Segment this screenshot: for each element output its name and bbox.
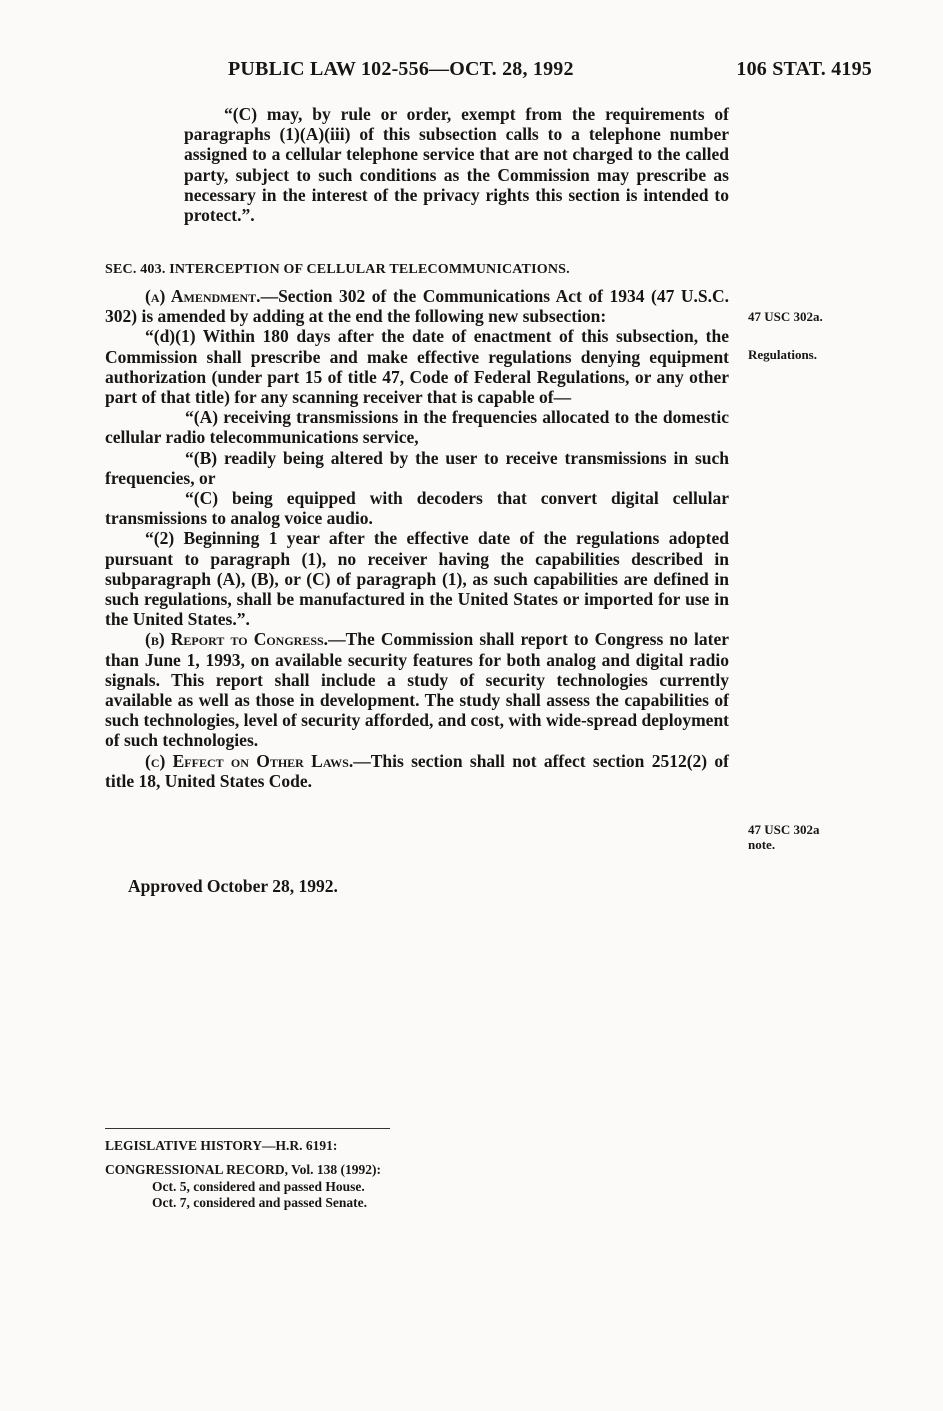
margin-note-usc-note-line1: 47 USC 302a — [748, 822, 820, 837]
history-entry: Oct. 7, considered and passed Senate. — [152, 1195, 368, 1210]
congressional-record: CONGRESSIONAL RECORD, Vol. 138 (1992): — [105, 1162, 382, 1177]
running-head-stat: 106 STAT. 4195 — [736, 58, 872, 80]
legislative-history — [105, 1138, 381, 1211]
subsection-b-label: (b) Report to Congress. — [145, 629, 329, 650]
paragraph-d1-C: “(C) being equipped with decoders that convert digital cellular transmissions to analog voice audio. — [105, 488, 729, 529]
paragraph-d2: “(2) Beginning 1 year after the effective date of the regulations adopted pursuant to paragraph (1), no receiver having the capabilities described in subparagraph (A), (B), or (C) of paragraph (1), as such capabilities are defined in such regulations, shall be manufactured in the United States or imported for use in the United States.”. — [105, 528, 729, 630]
subsection-c — [105, 751, 729, 791]
margin-note-usc-note — [748, 822, 820, 852]
section-heading: SEC. 403. INTERCEPTION OF CELLULAR TELECOMMUNICATIONS. — [105, 262, 570, 277]
paragraph-d1: “(d)(1) Within 180 days after the date of enactment of this subsection, the Commission shall prescribe and make effective regulations denying equipment authorization (under part 15 of title 47, Code of Federal Regulations, or any other part of that title) for any scanning receiver that is capable of— — [105, 326, 729, 408]
approval-line: Approved October 28, 1992. — [128, 876, 338, 896]
paragraph-d1-A: “(A) receiving transmissions in the frequencies allocated to the domestic cellular radio telecommunications service, — [105, 407, 729, 448]
history-entry: Oct. 5, considered and passed House. — [152, 1179, 365, 1194]
paragraph-d1-B: “(B) readily being altered by the user to receive transmissions in such frequencies, or — [105, 447, 729, 488]
subsection-a — [105, 286, 729, 326]
subsection-a-text: —Section 302 of the Communications Act of 1934 (47 U.S.C. 302) is amended by adding at the end the following new subsection: — [105, 286, 730, 327]
footnote-divider — [105, 1128, 390, 1129]
legislative-history-title: LEGISLATIVE HISTORY—H.R. 6191: — [105, 1138, 338, 1153]
subsection-b — [105, 629, 729, 750]
quoted-subparagraph-c — [184, 104, 729, 225]
margin-note-usc-note-line2: note. — [748, 837, 776, 852]
section-body — [105, 286, 729, 791]
running-head-law: PUBLIC LAW 102-556—OCT. 28, 1992 — [228, 58, 574, 80]
subsection-a-label: (a) Amendment. — [145, 286, 261, 306]
quoted-c-text: “(C) may, by rule or order, exempt from the requirements of paragraphs (1)(A)(iii) of this subsection calls to a telephone number assigned to a cellular telephone service that are not charged to the called party, subject to such conditions as the Commission may prescribe as necessary in the interest of the privacy rights this section is intended to protect.”. — [184, 104, 729, 226]
subsection-c-label: (c) Effect on Other Laws. — [145, 750, 354, 771]
subsection-c-text: —This section shall not affect section 2512(2) of title 18, United States Code. — [105, 750, 729, 791]
margin-note-usc: 47 USC 302a. — [748, 309, 823, 324]
subsection-b-text: —The Commission shall report to Congress no later than June 1, 1993, on available security features for both analog and digital radio signals. This report shall include a study of security technologies currently available as well as those in development. The study shall assess the capabilities of such technologies, level of security afforded, and cost, with wide-spread deployment of such technologies. — [105, 629, 729, 751]
margin-note-regulations: Regulations. — [748, 347, 817, 362]
